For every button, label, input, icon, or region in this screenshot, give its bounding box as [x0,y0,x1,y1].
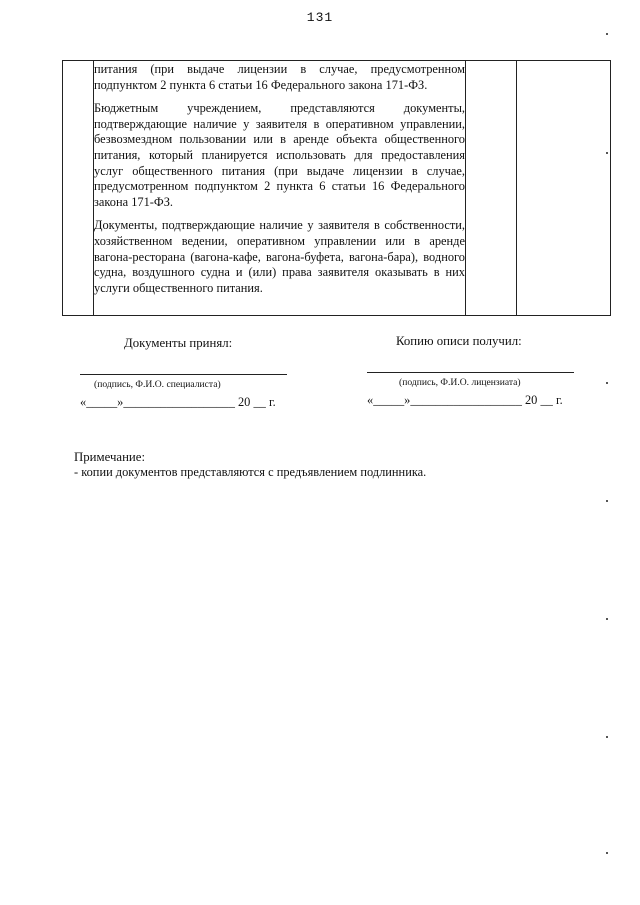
table-cell-empty [466,61,517,316]
left-signature-line [80,374,287,375]
scan-mark [606,33,608,35]
table-paragraph: питания (при выдаче лицензии в случае, предусмотренном подпунктом 2 пункта 6 статьи 16 Федерального закона 171-ФЗ. [94,62,465,92]
right-date-line: «_____»__________________ 20 __ г. [367,393,563,407]
scan-mark [606,500,608,502]
right-signature-caption: (подпись, Ф.И.О. лицензиата) [399,377,521,388]
scan-mark [606,152,608,154]
table-paragraph: Бюджетным учреждением, представляются документы, подтверждающие наличие у заявителя в оперативном управлении, безвозмездном пользовании или в аренде объекта общественного питания, который планируется использовать для предоставления услуг общественного питания (при выдаче лицензии в случае, предусмотренном подпунктом 2 пункта 6 статьи 16 Федерального закона 171-ФЗ. [94,101,465,209]
left-signature-heading: Документы принял: [124,336,233,350]
right-signature-line [367,372,574,373]
table-cell-empty [517,61,611,316]
right-signature-heading: Копию описи получил: [396,334,522,348]
table-paragraph: Документы, подтверждающие наличие у заявителя в собственности, хозяйственном ведении, оперативном управлении или в аренде вагона-ресторана (вагона-кафе, вагона-буфета, вагона-бара), водного судна, воздушного судна и (или) права заявителя оказывать в них услуги общественного питания. [94,218,465,295]
scan-mark [606,736,608,738]
scan-mark [606,618,608,620]
table-cell-documents [94,61,466,316]
scan-mark [606,852,608,854]
scan-mark [606,382,608,384]
note-text: - копии документов представляются с предъявлением подлинника. [74,465,427,479]
table-row [63,61,611,316]
requirements-table [62,60,611,316]
table-cell-number [63,61,94,316]
left-signature-caption: (подпись, Ф.И.О. специалиста) [94,379,221,390]
page-number: 131 [306,10,334,25]
left-date-line: «_____»__________________ 20 __ г. [80,395,276,409]
note-title: Примечание: [74,450,145,464]
